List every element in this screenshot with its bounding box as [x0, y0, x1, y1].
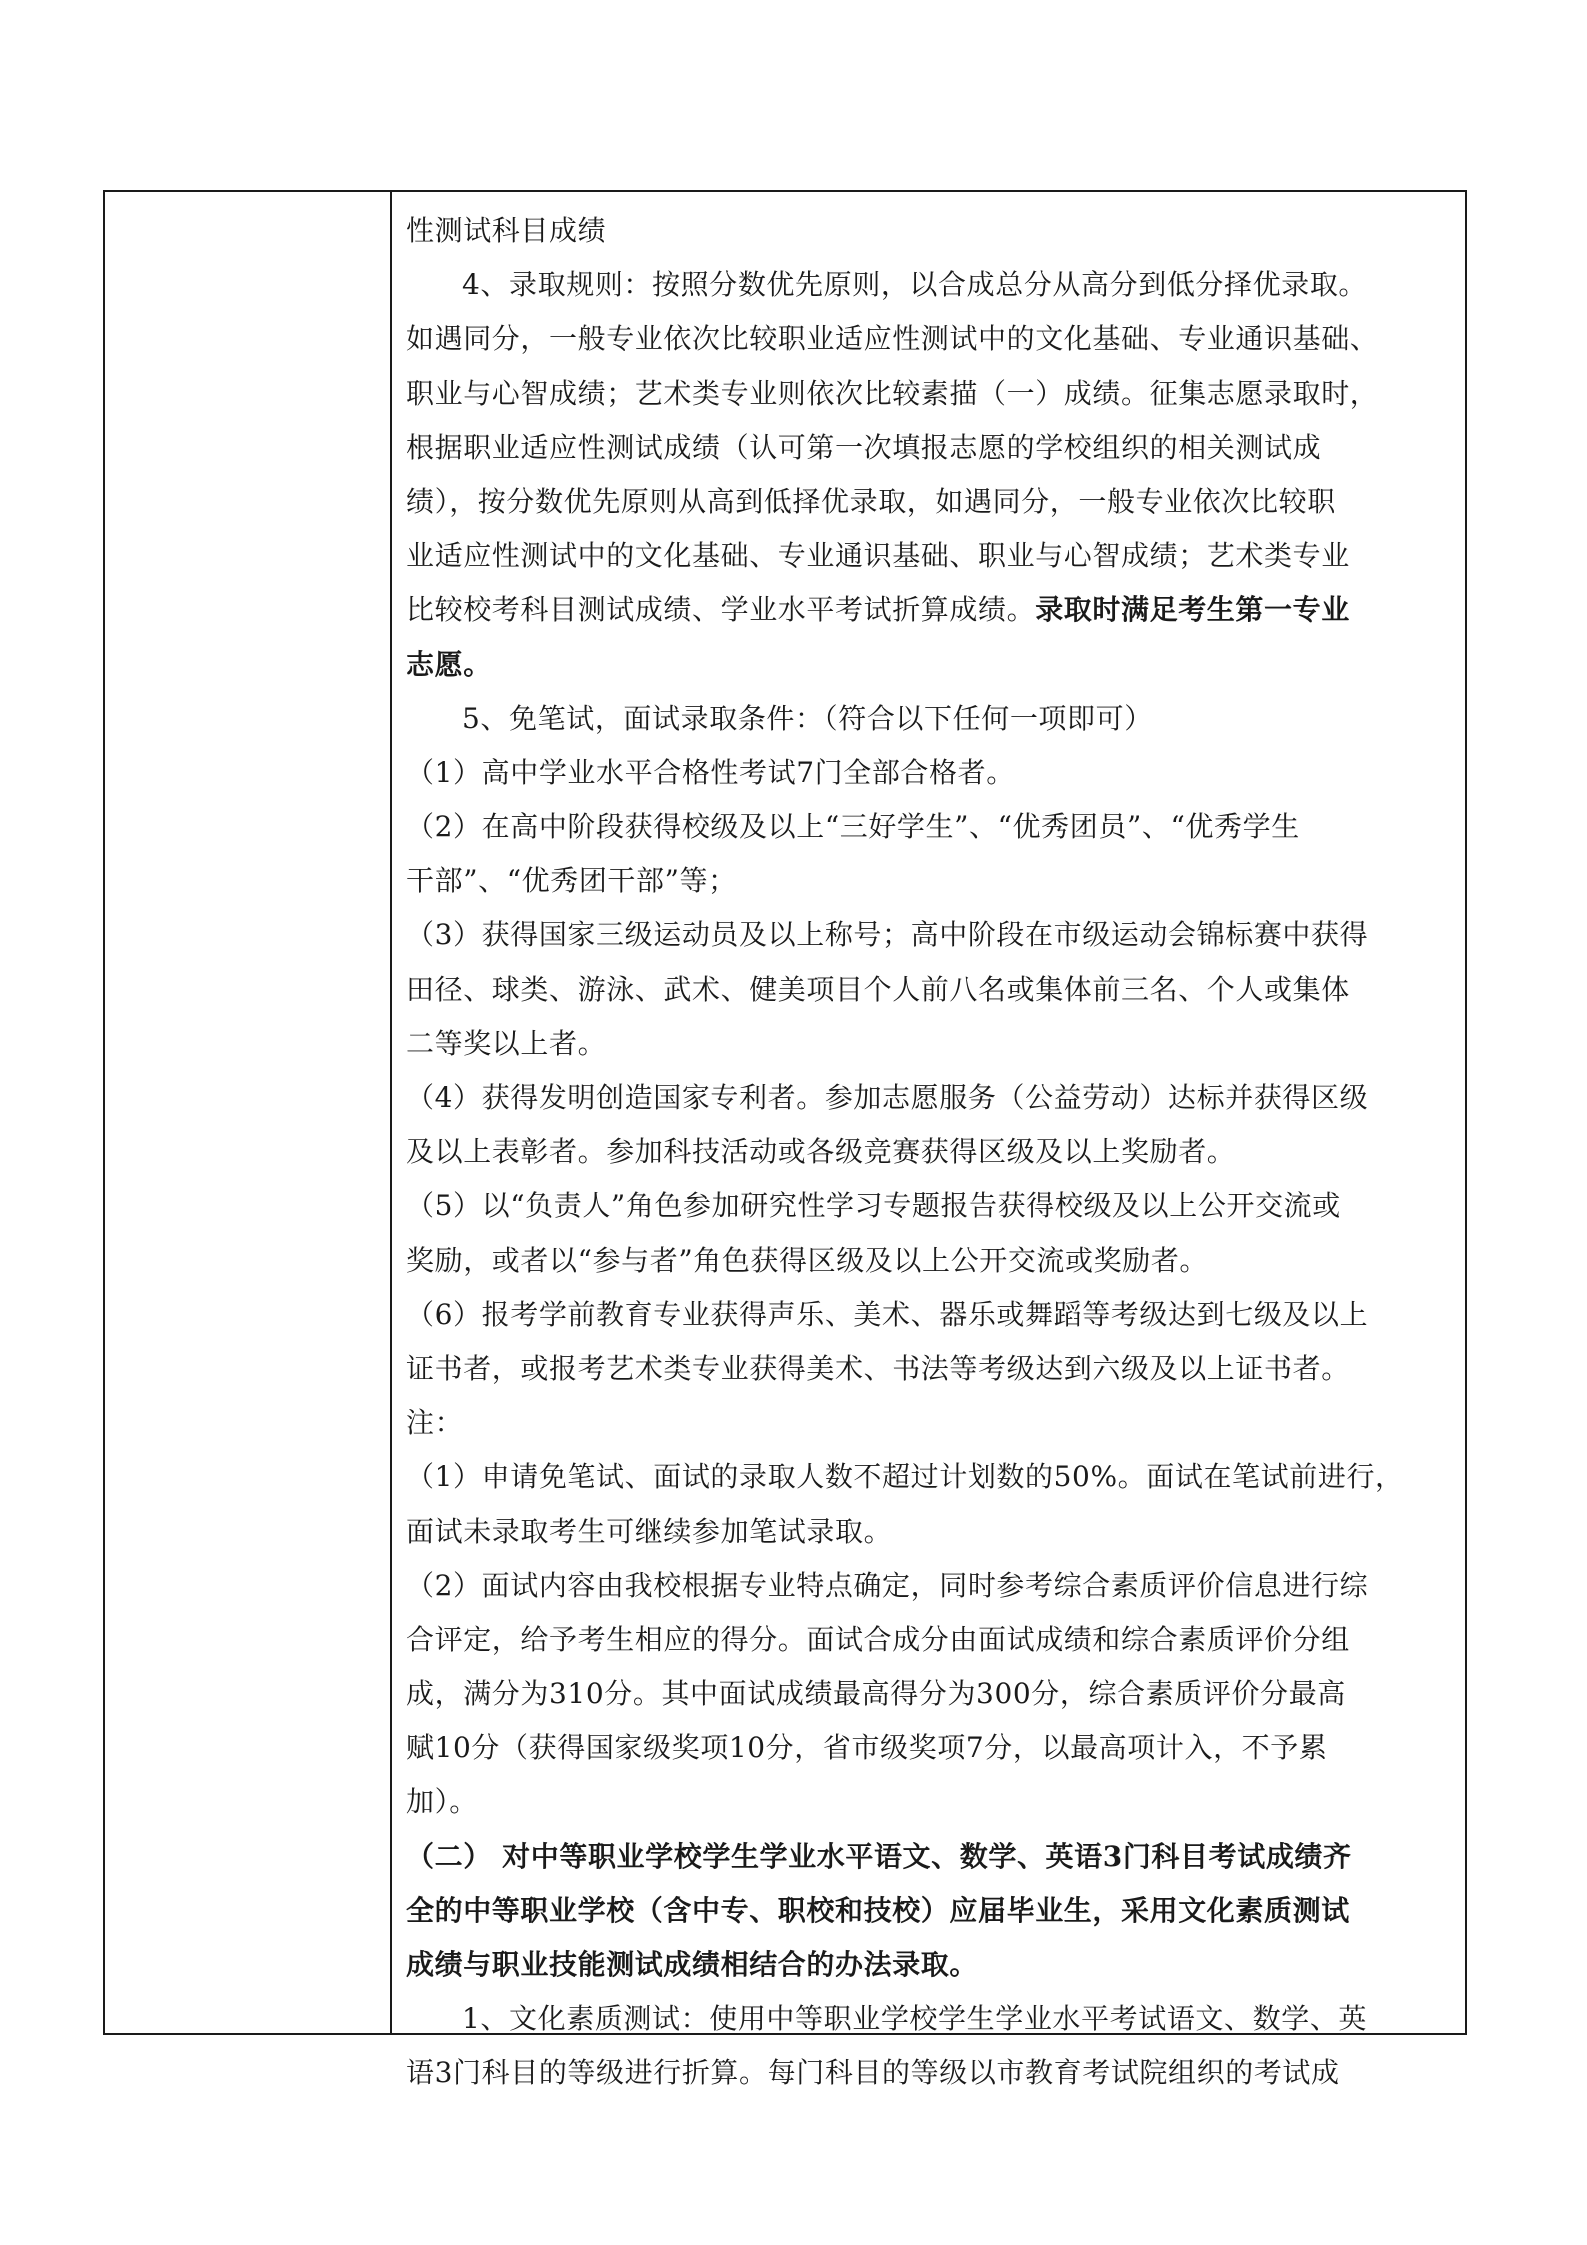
text-line [406, 1505, 1451, 1559]
text-line-content: 成，满分为310分。其中面试成绩最高得分为300分，综合素质评价分最高 [406, 1677, 1346, 1711]
text-line [406, 800, 1451, 854]
text-line [406, 963, 1451, 1017]
text-line-content: 证书者，或报考艺术类专业获得美术、书法等考级达到六级及以上证书者。 [406, 1351, 1350, 1385]
text-line-content: 志愿。 [406, 647, 492, 681]
text-line [406, 367, 1451, 421]
text-line-content: 全的中等职业学校（含中专、职校和技校）应届毕业生，采用文化素质测试 [406, 1893, 1350, 1927]
text-line-content: 奖励，或者以“参与者”角色获得区级及以上公开交流或奖励者。 [406, 1243, 1209, 1277]
text-line-content: 比较校考科目测试成绩、学业水平考试折算成绩。 [406, 593, 1036, 627]
text-line-content: 职业与心智成绩；艺术类专业则依次比较素描（一）成绩。征集志愿录取时， [406, 376, 1379, 410]
text-line [406, 204, 1451, 258]
text-line [406, 312, 1451, 366]
text-line-content: 根据职业适应性测试成绩（认可第一次填报志愿的学校组织的相关测试成 [406, 430, 1322, 464]
text-line-content: 二等奖以上者。 [406, 1026, 607, 1060]
text-line-content: 成绩与职业技能测试成绩相结合的办法录取。 [406, 1948, 979, 1981]
text-line-content: 4、录取规则：按照分数优先原则，以合成总分从高分到低分择优录取。 [462, 268, 1368, 302]
text-line [406, 1830, 1451, 1884]
text-line-content: （二） 对中等职业学校学生学业水平语文、数学、英语3门科目考试成绩齐 [406, 1839, 1352, 1873]
text-line [406, 908, 1451, 962]
text-line [406, 1179, 1451, 1233]
text-line [406, 1721, 1451, 1775]
text-line-content: 语3门科目的等级进行折算。每门科目的等级以市教育考试院组织的考试成 [406, 2056, 1340, 2090]
text-line [406, 1450, 1451, 1504]
text-line [406, 2046, 1451, 2100]
text-line-content: （2）在高中阶段获得校级及以上“三好学生”、“优秀团员”、“优秀学生 [406, 810, 1300, 844]
text-line-content: 加）。 [406, 1785, 478, 1819]
text-line-content: （5）以“负责人”角色参加研究性学习专题报告获得校级及以上公开交流或 [406, 1189, 1341, 1223]
text-line-bold-segment: 录取时满足考生第一专业 [1035, 593, 1350, 627]
text-line-content: 性测试科目成绩 [406, 214, 607, 247]
text-line-content: 赋10分（获得国家级奖项10分，省市级奖项7分，以最高项计入，不予累 [406, 1731, 1328, 1765]
text-line [406, 529, 1451, 583]
text-line-content: 如遇同分，一般专业依次比较职业适应性测试中的文化基础、专业通识基础、 [406, 322, 1379, 356]
document-table [103, 190, 1467, 2090]
text-line [406, 854, 1451, 908]
text-line [406, 1884, 1451, 1938]
text-line-content: 注： [406, 1406, 464, 1440]
text-line [406, 1938, 1451, 1992]
text-line [406, 1396, 1451, 1450]
text-line [406, 258, 1451, 312]
text-line [406, 583, 1451, 637]
text-line-content: （3）获得国家三级运动员及以上称号；高中阶段在市级运动会锦标赛中获得 [406, 918, 1369, 952]
text-line-content: （1）高中学业水平合格性考试7门全部合格者。 [406, 755, 1015, 789]
text-line [406, 1559, 1451, 1613]
text-line [406, 1775, 1451, 1829]
text-line [406, 475, 1451, 529]
text-line-content: 田径、球类、游泳、武术、健美项目个人前八名或集体前三名、个人或集体 [406, 972, 1350, 1006]
text-line [406, 421, 1451, 475]
text-line [406, 1288, 1451, 1342]
text-line-content: 干部”、“优秀团干部”等； [406, 864, 737, 898]
text-line-content: 合评定，给予考生相应的得分。面试合成分由面试成绩和综合素质评价分组 [406, 1622, 1350, 1656]
text-line [406, 1992, 1451, 2046]
text-line-content: 面试未录取考生可继续参加笔试录取。 [406, 1514, 893, 1548]
text-line-content: （4）获得发明创造国家专利者。参加志愿服务（公益劳动）达标并获得区级 [406, 1081, 1369, 1114]
text-line-content: （6）报考学前教育专业获得声乐、美术、器乐或舞蹈等考级达到七级及以上 [406, 1297, 1369, 1331]
text-line [406, 1125, 1451, 1179]
text-line-content: 绩），按分数优先原则从高到低择优录取，如遇同分，一般专业依次比较职 [406, 484, 1336, 518]
text-line-content: 5、免笔试，面试录取条件：（符合以下任何一项即可） [462, 701, 1153, 735]
table-content-cell [392, 192, 1465, 2090]
text-line [406, 1234, 1451, 1288]
text-line [406, 692, 1451, 746]
text-line-content: 及以上表彰者。参加科技活动或各级竞赛获得区级及以上奖励者。 [406, 1135, 1236, 1169]
text-line [406, 1071, 1451, 1125]
text-line [406, 638, 1451, 692]
text-line [406, 746, 1451, 800]
text-line-content: （2）面试内容由我校根据专业特点确定，同时参考综合素质评价信息进行综 [406, 1568, 1369, 1602]
text-line-content: （1）申请免笔试、面试的录取人数不超过计划数的50%。面试在笔试前进行， [406, 1460, 1404, 1494]
text-line [406, 1613, 1451, 1667]
text-line [406, 1017, 1451, 1071]
text-line [406, 1342, 1451, 1396]
text-line-content: 业适应性测试中的文化基础、专业通识基础、职业与心智成绩；艺术类专业 [406, 539, 1350, 573]
text-line [406, 1667, 1451, 1721]
table-left-cell [105, 192, 392, 2033]
text-line-content: 1、文化素质测试：使用中等职业学校学生学业水平考试语文、数学、英 [462, 2002, 1368, 2036]
